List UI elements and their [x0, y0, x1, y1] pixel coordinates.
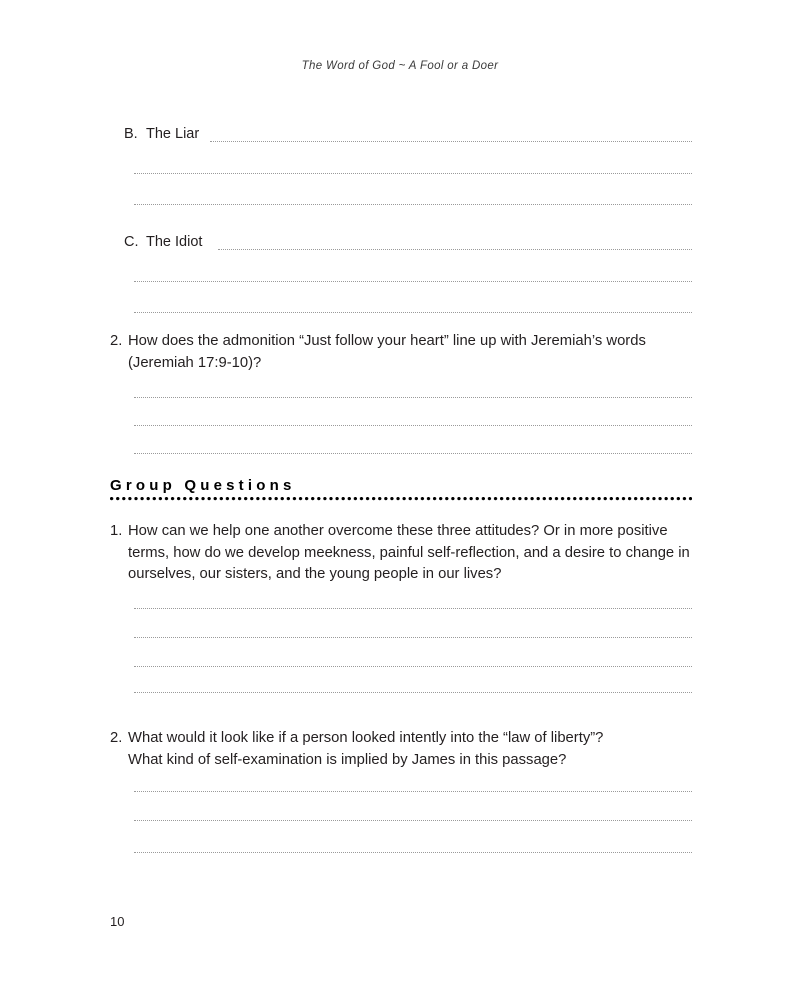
outline-item-b — [124, 126, 199, 142]
answer-rule[interactable] — [134, 172, 692, 174]
question-text: What would it look like if a person looked intently into the “law of liberty”? What kind of self-examination is implied by James in this passage? — [128, 730, 604, 768]
question-text: How does the admonition “Just follow your heart” line up with Jeremiah’s words (Jeremiah 17:9-10)? — [128, 333, 646, 371]
answer-rule[interactable] — [134, 203, 692, 205]
answer-rule[interactable] — [134, 280, 692, 282]
outline-marker-b: B. — [124, 126, 138, 142]
section-title: Group Questions — [110, 477, 296, 494]
section-divider — [110, 497, 692, 501]
answer-rule[interactable] — [134, 819, 692, 821]
question-group-1 — [110, 521, 700, 586]
outline-marker-c: C. — [124, 234, 139, 250]
section-heading-group-questions — [110, 477, 296, 495]
answer-rule[interactable] — [210, 140, 692, 142]
question-group-2 — [110, 728, 700, 771]
question-number: 1. — [110, 523, 123, 539]
answer-rule[interactable] — [134, 665, 692, 667]
outline-label-c: The Idiot — [146, 234, 203, 250]
question-personal-2 — [110, 331, 700, 374]
running-header: The Word of God ~ A Fool or a Doer — [301, 60, 499, 72]
answer-rule[interactable] — [134, 790, 692, 792]
question-number: 2. — [110, 730, 123, 746]
answer-rule[interactable] — [134, 452, 692, 454]
question-text: How can we help one another overcome these three attitudes? Or in more positive terms, how do we develop meekness, painful self-reflection, and a desire to change in ourselves, our sisters, and the young people in our lives? — [128, 523, 690, 582]
answer-rule[interactable] — [134, 851, 692, 853]
answer-rule[interactable] — [134, 636, 692, 638]
answer-rule[interactable] — [218, 248, 692, 250]
question-number: 2. — [110, 333, 123, 349]
outline-item-c — [124, 234, 202, 250]
answer-rule[interactable] — [134, 311, 692, 313]
outline-label-b: The Liar — [146, 126, 200, 142]
answer-rule[interactable] — [134, 691, 692, 693]
answer-rule[interactable] — [134, 396, 692, 398]
answer-rule[interactable] — [134, 607, 692, 609]
answer-rule[interactable] — [134, 424, 692, 426]
page-number: 10 — [110, 914, 125, 929]
